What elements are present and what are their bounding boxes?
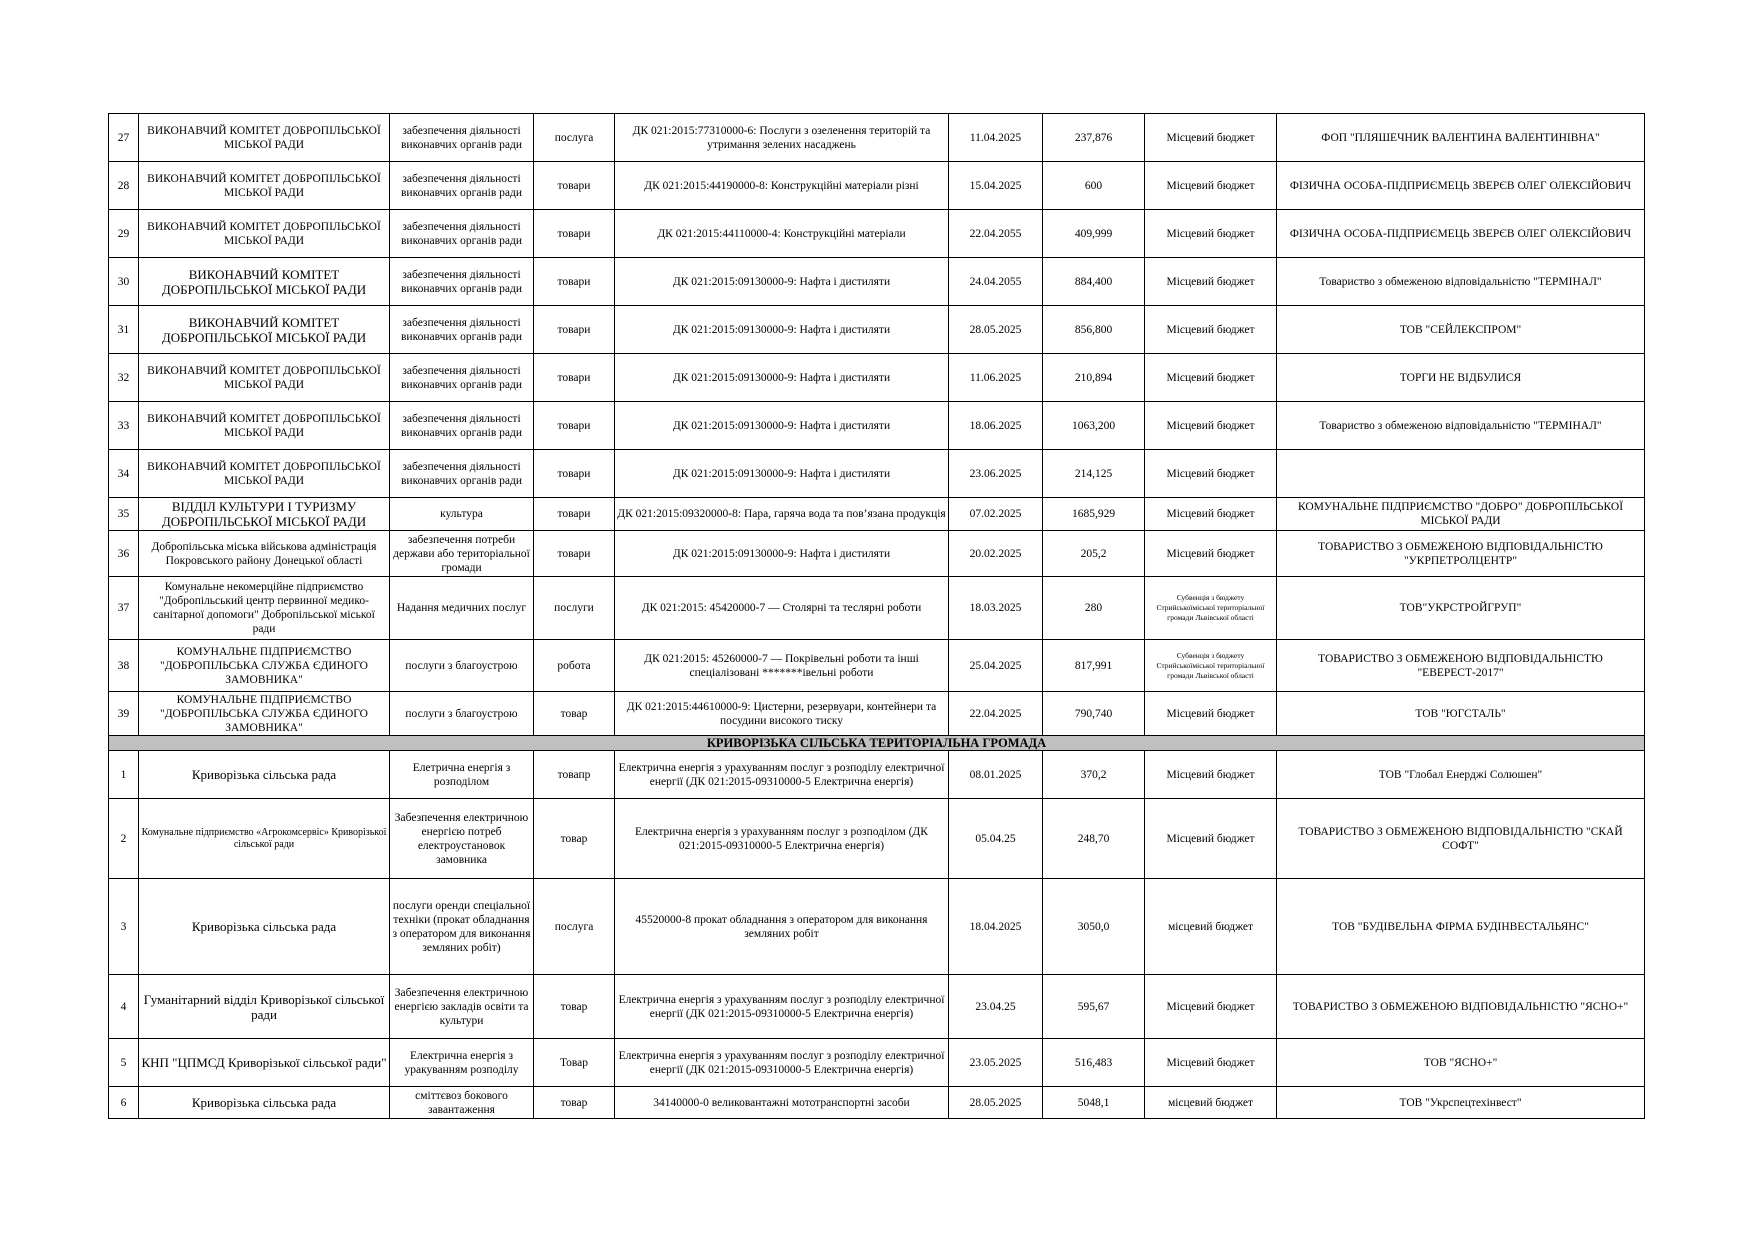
procurement-subject: Електрична енергія з урахуванням послуг з розподілу електричної енергії (ДК 021:2015-09310000-5 Електрична енергія): [615, 751, 949, 799]
supplier: ФІЗИЧНА ОСОБА-ПІДПРИЄМЕЦЬ ЗВЕРЄВ ОЛЕГ ОЛЕКСІЙОВИЧ: [1277, 210, 1645, 258]
procurement-type: товапр: [534, 751, 615, 799]
purpose: культура: [390, 498, 534, 531]
funding-source: Місцевий бюджет: [1145, 402, 1277, 450]
purpose: забезпечення діяльності виконавчих органів ради: [390, 258, 534, 306]
amount: 5048,1: [1043, 1087, 1145, 1119]
procurement-subject: Електрична енергія з урахуванням послуг з розподілом (ДК 021:2015-09310000-5 Електрична енергія): [615, 799, 949, 879]
procurement-type: послуга: [534, 114, 615, 162]
supplier: ТОРГИ НЕ ВІДБУЛИСЯ: [1277, 354, 1645, 402]
supplier: ТОВ"УКРСТРОЙГРУП": [1277, 577, 1645, 640]
supplier: ТОВ "Укрспецтехінвест": [1277, 1087, 1645, 1119]
row-number: 37: [109, 577, 139, 640]
supplier: ТОВАРИСТВО З ОБМЕЖЕНОЮ ВІДПОВІДАЛЬНІСТЮ "ЯСНО+": [1277, 975, 1645, 1039]
table-row: [109, 531, 1645, 577]
row-number: 27: [109, 114, 139, 162]
procurement-type: товари: [534, 210, 615, 258]
funding-source: Місцевий бюджет: [1145, 354, 1277, 402]
procurement-type: товари: [534, 450, 615, 498]
customer-name: КОМУНАЛЬНЕ ПІДПРИЄМСТВО "ДОБРОПІЛЬСЬКА СЛУЖБА ЄДИНОГО ЗАМОВНИКА": [139, 640, 390, 692]
supplier: ТОВ "ЮГСТАЛЬ": [1277, 692, 1645, 736]
funding-source: Субвенція з бюджету Стрийськоїміської територіальної громади Львівської області: [1145, 577, 1277, 640]
supplier: Товариство з обмеженою відповідальністю "ТЕРМІНАЛ": [1277, 402, 1645, 450]
procurement-type: послуги: [534, 577, 615, 640]
procurement-type: товар: [534, 975, 615, 1039]
procurement-type: товари: [534, 258, 615, 306]
funding-source: Місцевий бюджет: [1145, 210, 1277, 258]
customer-name: ВИКОНАВЧИЙ КОМІТЕТ ДОБРОПІЛЬСЬКОЇ МІСЬКОЇ РАДИ: [139, 450, 390, 498]
supplier: КОМУНАЛЬНЕ ПІДПРИЄМСТВО "ДОБРО" ДОБРОПІЛЬСЬКОЇ МІСЬКОЇ РАДИ: [1277, 498, 1645, 531]
amount: 409,999: [1043, 210, 1145, 258]
amount: 3050,0: [1043, 879, 1145, 975]
purpose: послуги з благоустрою: [390, 640, 534, 692]
funding-source: Місцевий бюджет: [1145, 751, 1277, 799]
amount: 516,483: [1043, 1039, 1145, 1087]
date: 23.04.25: [949, 975, 1043, 1039]
table-row: [109, 1039, 1645, 1087]
supplier: Товариство з обмеженою відповідальністю "ТЕРМІНАЛ": [1277, 258, 1645, 306]
procurement-type: товари: [534, 531, 615, 577]
amount: 280: [1043, 577, 1145, 640]
date: 23.05.2025: [949, 1039, 1043, 1087]
procurement-subject: ДК 021:2015:09130000-9: Нафта і дистиляти: [615, 450, 949, 498]
purpose: забезпечення діяльності виконавчих органів ради: [390, 210, 534, 258]
funding-source: Місцевий бюджет: [1145, 114, 1277, 162]
funding-source: місцевий бюджет: [1145, 1087, 1277, 1119]
purpose: забезпечення діяльності виконавчих органів ради: [390, 450, 534, 498]
purpose: Забезпечення електричною енергією закладів освіти та культури: [390, 975, 534, 1039]
customer-name: Комунальне некомерційне підприємство "Добропільський центр первинної медико-санітарної допомоги" Добропільської міської ради: [139, 577, 390, 640]
supplier: ТОВ "Глобал Енерджі Солюшен": [1277, 751, 1645, 799]
customer-name: ВИКОНАВЧИЙ КОМІТЕТ ДОБРОПІЛЬСЬКОЇ МІСЬКОЇ РАДИ: [139, 402, 390, 450]
amount: 210,894: [1043, 354, 1145, 402]
procurement-subject: ДК 021:2015:09320000-8: Пара, гаряча вода та пов’язана продукція: [615, 498, 949, 531]
supplier: ТОВ "БУДІВЕЛЬНА ФІРМА БУДІНВЕСТАЛЬЯНС": [1277, 879, 1645, 975]
row-number: 1: [109, 751, 139, 799]
purpose: послуги з благоустрою: [390, 692, 534, 736]
table-row: [109, 162, 1645, 210]
supplier: ТОВ "ЯСНО+": [1277, 1039, 1645, 1087]
amount: 205,2: [1043, 531, 1145, 577]
date: 07.02.2025: [949, 498, 1043, 531]
customer-name: ВИКОНАВЧИЙ КОМІТЕТ ДОБРОПІЛЬСЬКОЇ МІСЬКОЇ РАДИ: [139, 162, 390, 210]
row-number: 30: [109, 258, 139, 306]
funding-source: Місцевий бюджет: [1145, 692, 1277, 736]
procurement-subject: ДК 021:2015:09130000-9: Нафта і дистиляти: [615, 354, 949, 402]
amount: 1685,929: [1043, 498, 1145, 531]
procurement-table: [108, 113, 1645, 1119]
table-row: [109, 402, 1645, 450]
table-row: [109, 498, 1645, 531]
row-number: 32: [109, 354, 139, 402]
table-row: [109, 577, 1645, 640]
customer-name: ВИКОНАВЧИЙ КОМІТЕТ ДОБРОПІЛЬСЬКОЇ МІСЬКОЇ РАДИ: [139, 114, 390, 162]
purpose: забезпечення діяльності виконавчих органів ради: [390, 354, 534, 402]
procurement-type: товари: [534, 354, 615, 402]
amount: 817,991: [1043, 640, 1145, 692]
procurement-type: товар: [534, 799, 615, 879]
procurement-subject: ДК 021:2015:09130000-9: Нафта і дистиляти: [615, 258, 949, 306]
purpose: забезпечення потреби держави або територіальної громади: [390, 531, 534, 577]
customer-name: ВІДДІЛ КУЛЬТУРИ І ТУРИЗМУ ДОБРОПІЛЬСЬКОЇ МІСЬКОЇ РАДИ: [139, 498, 390, 531]
row-number: 38: [109, 640, 139, 692]
procurement-type: товари: [534, 498, 615, 531]
funding-source: Місцевий бюджет: [1145, 975, 1277, 1039]
row-number: 35: [109, 498, 139, 531]
procurement-subject: ДК 021:2015:09130000-9: Нафта і дистиляти: [615, 306, 949, 354]
procurement-type: Товар: [534, 1039, 615, 1087]
procurement-subject: ДК 021:2015: 45420000-7 — Столярні та теслярні роботи: [615, 577, 949, 640]
row-number: 6: [109, 1087, 139, 1119]
date: 15.04.2025: [949, 162, 1043, 210]
funding-source: Субвенція з бюджету Стрийськоїміської територіальної громади Львівської області: [1145, 640, 1277, 692]
row-number: 39: [109, 692, 139, 736]
funding-source: Місцевий бюджет: [1145, 498, 1277, 531]
customer-name: Криворізька сільська рада: [139, 1087, 390, 1119]
row-number: 3: [109, 879, 139, 975]
amount: 884,400: [1043, 258, 1145, 306]
amount: 595,67: [1043, 975, 1145, 1039]
funding-source: Місцевий бюджет: [1145, 258, 1277, 306]
customer-name: ВИКОНАВЧИЙ КОМІТЕТ ДОБРОПІЛЬСЬКОЇ МІСЬКОЇ РАДИ: [139, 258, 390, 306]
date: 20.02.2025: [949, 531, 1043, 577]
amount: 856,800: [1043, 306, 1145, 354]
customer-name: ВИКОНАВЧИЙ КОМІТЕТ ДОБРОПІЛЬСЬКОЇ МІСЬКОЇ РАДИ: [139, 210, 390, 258]
table-row: [109, 354, 1645, 402]
row-number: 33: [109, 402, 139, 450]
procurement-subject: ДК 021:2015:77310000-6: Послуги з озеленення територій та утримання зелених насаджень: [615, 114, 949, 162]
amount: 790,740: [1043, 692, 1145, 736]
procurement-subject: ДК 021:2015:09130000-9: Нафта і дистиляти: [615, 402, 949, 450]
purpose: сміттєвоз бокового завантаження: [390, 1087, 534, 1119]
row-number: 31: [109, 306, 139, 354]
supplier: ТОВ "СЕЙЛЕКСПРОМ": [1277, 306, 1645, 354]
procurement-type: послуга: [534, 879, 615, 975]
table-row: [109, 879, 1645, 975]
row-number: 34: [109, 450, 139, 498]
purpose: забезпечення діяльності виконавчих органів ради: [390, 114, 534, 162]
table-row: [109, 210, 1645, 258]
amount: 214,125: [1043, 450, 1145, 498]
table-row: [109, 975, 1645, 1039]
customer-name: Комунальне підприємство «Агрокомсервіс» Криворізької сільської ради: [139, 799, 390, 879]
date: 28.05.2025: [949, 1087, 1043, 1119]
date: 22.04.2055: [949, 210, 1043, 258]
date: 25.04.2025: [949, 640, 1043, 692]
funding-source: Місцевий бюджет: [1145, 450, 1277, 498]
procurement-subject: Електрична енергія з урахуванням послуг з розподілу електричної енергії (ДК 021:2015-09310000-5 Електрична енергія): [615, 975, 949, 1039]
table-row: [109, 450, 1645, 498]
date: 22.04.2025: [949, 692, 1043, 736]
supplier: ТОВАРИСТВО З ОБМЕЖЕНОЮ ВІДПОВІДАЛЬНІСТЮ "УКРПЕТРОЛЦЕНТР": [1277, 531, 1645, 577]
funding-source: місцевий бюджет: [1145, 879, 1277, 975]
procurement-subject: 34140000-0 великовантажні мототранспортні засоби: [615, 1087, 949, 1119]
purpose: забезпечення діяльності виконавчих органів ради: [390, 306, 534, 354]
funding-source: Місцевий бюджет: [1145, 531, 1277, 577]
date: 11.04.2025: [949, 114, 1043, 162]
date: 05.04.25: [949, 799, 1043, 879]
customer-name: КОМУНАЛЬНЕ ПІДПРИЄМСТВО "ДОБРОПІЛЬСЬКА СЛУЖБА ЄДИНОГО ЗАМОВНИКА": [139, 692, 390, 736]
funding-source: Місцевий бюджет: [1145, 799, 1277, 879]
purpose: послуги оренди спеціальної техніки (прокат обладнання з оператором для виконання земляних робіт): [390, 879, 534, 975]
table-row: [109, 258, 1645, 306]
supplier: ТОВАРИСТВО З ОБМЕЖЕНОЮ ВІДПОВІДАЛЬНІСТЮ "ЕВЕРЕСТ-2017": [1277, 640, 1645, 692]
amount: 1063,200: [1043, 402, 1145, 450]
funding-source: Місцевий бюджет: [1145, 1039, 1277, 1087]
date: 24.04.2055: [949, 258, 1043, 306]
table-row: [109, 751, 1645, 799]
procurement-subject: ДК 021:2015:09130000-9: Нафта і дистиляти: [615, 531, 949, 577]
customer-name: КНП "ЦПМСД Криворізької сільської ради": [139, 1039, 390, 1087]
amount: 248,70: [1043, 799, 1145, 879]
supplier: ТОВАРИСТВО З ОБМЕЖЕНОЮ ВІДПОВІДАЛЬНІСТЮ "СКАЙ СОФТ": [1277, 799, 1645, 879]
purpose: Надання медичних послуг: [390, 577, 534, 640]
date: 11.06.2025: [949, 354, 1043, 402]
funding-source: Місцевий бюджет: [1145, 162, 1277, 210]
procurement-type: товари: [534, 402, 615, 450]
date: 28.05.2025: [949, 306, 1043, 354]
table-row: [109, 1087, 1645, 1119]
table-row: [109, 306, 1645, 354]
date: 18.03.2025: [949, 577, 1043, 640]
procurement-subject: 45520000-8 прокат обладнання з оператором для виконання земляних робіт: [615, 879, 949, 975]
row-number: 36: [109, 531, 139, 577]
procurement-type: товари: [534, 162, 615, 210]
amount: 370,2: [1043, 751, 1145, 799]
customer-name: Добропільська міська військова адміністрація Покровського району Донецької області: [139, 531, 390, 577]
customer-name: Гуманітарний відділ Криворізької сільської ради: [139, 975, 390, 1039]
procurement-subject: ДК 021:2015: 45260000-7 — Покрівельні роботи та інші спеціалізовані *******івельні роботи: [615, 640, 949, 692]
customer-name: ВИКОНАВЧИЙ КОМІТЕТ ДОБРОПІЛЬСЬКОЇ МІСЬКОЇ РАДИ: [139, 354, 390, 402]
purpose: забезпечення діяльності виконавчих органів ради: [390, 162, 534, 210]
supplier: [1277, 450, 1645, 498]
funding-source: Місцевий бюджет: [1145, 306, 1277, 354]
amount: 237,876: [1043, 114, 1145, 162]
table-row: [109, 114, 1645, 162]
purpose: Забезпечення електричною енергією потреб електроустановок замовника: [390, 799, 534, 879]
customer-name: ВИКОНАВЧИЙ КОМІТЕТ ДОБРОПІЛЬСЬКОЇ МІСЬКОЇ РАДИ: [139, 306, 390, 354]
procurement-subject: ДК 021:2015:44190000-8: Конструкційні матеріали різні: [615, 162, 949, 210]
customer-name: Криворізька сільська рада: [139, 879, 390, 975]
date: 18.06.2025: [949, 402, 1043, 450]
procurement-type: товар: [534, 1087, 615, 1119]
section-title: КРИВОРІЗЬКА СІЛЬСЬКА ТЕРИТОРІАЛЬНА ГРОМАДА: [109, 736, 1645, 751]
purpose: забезпечення діяльності виконавчих органів ради: [390, 402, 534, 450]
table-row: [109, 640, 1645, 692]
table-row: [109, 799, 1645, 879]
procurement-type: робота: [534, 640, 615, 692]
procurement-type: товари: [534, 306, 615, 354]
supplier: ФОП "ПЛЯШЕЧНИК ВАЛЕНТИНА ВАЛЕНТИНІВНА": [1277, 114, 1645, 162]
section-header-row: [109, 736, 1645, 751]
table-row: [109, 692, 1645, 736]
date: 23.06.2025: [949, 450, 1043, 498]
procurement-type: товар: [534, 692, 615, 736]
date: 08.01.2025: [949, 751, 1043, 799]
procurement-subject: Електрична енергія з урахуванням послуг з розподілу електричної енергії (ДК 021:2015-09310000-5 Електрична енергія): [615, 1039, 949, 1087]
row-number: 5: [109, 1039, 139, 1087]
row-number: 28: [109, 162, 139, 210]
supplier: ФІЗИЧНА ОСОБА-ПІДПРИЄМЕЦЬ ЗВЕРЄВ ОЛЕГ ОЛЕКСІЙОВИЧ: [1277, 162, 1645, 210]
date: 18.04.2025: [949, 879, 1043, 975]
row-number: 29: [109, 210, 139, 258]
procurement-subject: ДК 021:2015:44610000-9: Цистерни, резервуари, контейнери та посудини високого тиску: [615, 692, 949, 736]
amount: 600: [1043, 162, 1145, 210]
purpose: Електрична енергія з уракуванням розподілу: [390, 1039, 534, 1087]
procurement-subject: ДК 021:2015:44110000-4: Конструкційні матеріали: [615, 210, 949, 258]
customer-name: Криворізька сільська рада: [139, 751, 390, 799]
purpose: Елетрична енергія з розподілом: [390, 751, 534, 799]
row-number: 2: [109, 799, 139, 879]
row-number: 4: [109, 975, 139, 1039]
